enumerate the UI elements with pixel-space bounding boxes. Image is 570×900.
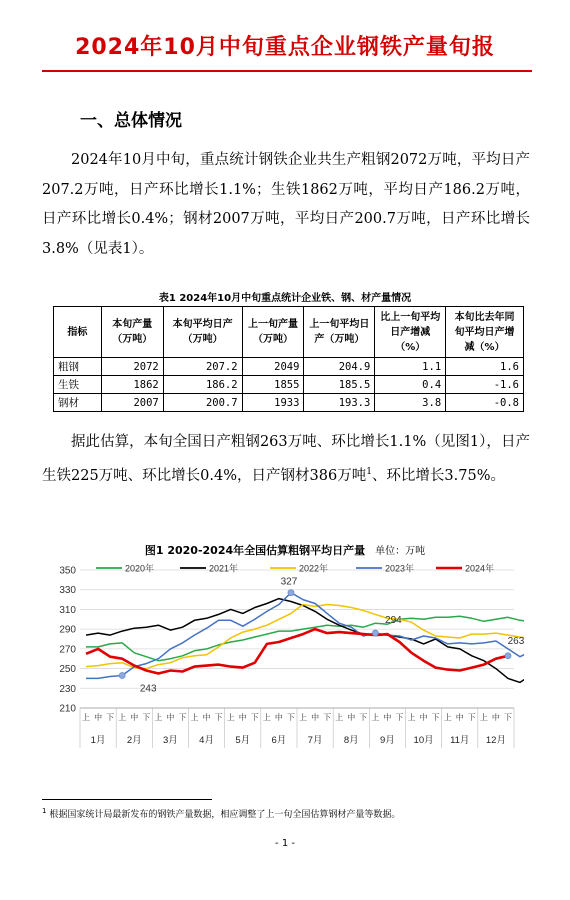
annotation-label: 243 bbox=[139, 683, 157, 695]
x-tick-label: 中 bbox=[94, 713, 103, 722]
x-tick-label: 中 bbox=[130, 713, 139, 722]
x-tick-label: 中 bbox=[274, 713, 283, 722]
x-tick-label: 中 bbox=[238, 713, 247, 722]
x-tick-label: 中 bbox=[491, 713, 500, 722]
annotation-label: 294 bbox=[385, 615, 402, 627]
x-tick-label: 中 bbox=[455, 713, 464, 722]
legend-label: 2023年 bbox=[385, 563, 415, 574]
table-cell: 1855 bbox=[242, 376, 304, 394]
table-caption: 表1 2024年10月中旬重点统计企业铁、钢、材产量情况 bbox=[158, 293, 412, 304]
footnote bbox=[42, 807, 400, 820]
table-cell: 204.9 bbox=[304, 358, 375, 376]
month-label: 8月 bbox=[343, 735, 359, 746]
x-tick-label: 中 bbox=[311, 713, 320, 722]
x-tick-label: 中 bbox=[419, 713, 428, 722]
x-tick-label: 下 bbox=[250, 713, 259, 722]
table-cell: 2049 bbox=[242, 358, 304, 376]
table-cell: 1.6 bbox=[446, 358, 524, 376]
month-label: 5月 bbox=[235, 735, 251, 746]
x-tick-label: 下 bbox=[503, 713, 512, 722]
x-tick-label: 上 bbox=[190, 713, 199, 722]
month-label: 3月 bbox=[163, 735, 178, 746]
table-header-cell: 指标 bbox=[54, 307, 102, 358]
table-cell: 186.2 bbox=[163, 376, 242, 394]
chart-title-text: 图1 2020-2024年全国估算粗钢平均日产量 bbox=[144, 544, 366, 557]
x-tick-label: 上 bbox=[443, 713, 452, 722]
x-tick-label: 中 bbox=[347, 713, 356, 722]
overview-paragraph: 2024年10月中旬，重点统计钢铁企业共生产粗钢2072万吨，平均日产207.2万吨，日产环比增长1.1%；生铁1862万吨，平均日产186.2万吨，日产环比增长0.4%；钢材2007万吨，平均日产200.7万吨，日产环比增长3.8%（见表1）。 bbox=[42, 152, 530, 257]
table-header-cell: 比上一旬平均日产增减（%） bbox=[375, 307, 446, 358]
x-tick-label: 上 bbox=[226, 713, 235, 722]
x-tick-label: 下 bbox=[467, 713, 476, 722]
table-cell: 2072 bbox=[101, 358, 163, 376]
table-cell: 钢材 bbox=[54, 394, 102, 412]
chart-unit: 单位：万吨 bbox=[375, 546, 426, 557]
annotation-marker bbox=[288, 590, 294, 596]
month-label: 6月 bbox=[271, 735, 287, 746]
month-label: 4月 bbox=[199, 735, 214, 746]
table-cell: -1.6 bbox=[446, 376, 524, 394]
x-tick-label: 中 bbox=[383, 713, 392, 722]
annotation-label: 263 bbox=[507, 635, 524, 647]
table-row bbox=[54, 376, 524, 394]
month-label: 2月 bbox=[126, 735, 142, 746]
table-row bbox=[54, 358, 524, 376]
table-cell: 193.3 bbox=[304, 394, 375, 412]
month-label: 7月 bbox=[307, 735, 323, 746]
x-tick-label: 上 bbox=[118, 713, 127, 722]
estimate-text-b: 、环比增长3.75%。 bbox=[371, 467, 505, 484]
legend-label: 2020年 bbox=[125, 563, 155, 574]
month-label: 10月 bbox=[413, 735, 434, 746]
table-cell: 粗钢 bbox=[54, 358, 102, 376]
x-tick-label: 上 bbox=[335, 713, 344, 722]
legend-label: 2022年 bbox=[299, 563, 329, 574]
y-tick-label: 270 bbox=[59, 644, 76, 656]
x-tick-label: 上 bbox=[407, 713, 416, 722]
table-header-cell: 上一旬产量（万吨） bbox=[242, 307, 304, 358]
annotation-label: 327 bbox=[280, 576, 298, 588]
x-tick-label: 下 bbox=[431, 713, 440, 722]
table-row bbox=[54, 394, 524, 412]
table-cell: -0.8 bbox=[446, 394, 524, 412]
y-tick-label: 310 bbox=[59, 604, 76, 616]
table-cell: 200.7 bbox=[163, 394, 242, 412]
annotation-marker bbox=[505, 653, 511, 659]
series-line-2023 bbox=[86, 593, 524, 697]
crude-steel-line-chart bbox=[44, 560, 524, 760]
x-tick-label: 上 bbox=[82, 713, 91, 722]
footnote-reference: 1 bbox=[366, 466, 372, 477]
table-cell: 3.8 bbox=[375, 394, 446, 412]
table-header-cell: 本旬产量（万吨） bbox=[101, 307, 163, 358]
chart-title bbox=[0, 542, 570, 558]
footnote-marker: 1 bbox=[42, 807, 47, 815]
table-cell: 185.5 bbox=[304, 376, 375, 394]
footnote-text: 根据国家统计局最新发布的钢铁产量数据，相应调整了上一旬全国估算钢材产量等数据。 bbox=[49, 810, 401, 820]
legend-label: 2021年 bbox=[209, 563, 239, 574]
month-label: 11月 bbox=[450, 735, 470, 746]
table-cell: 1.1 bbox=[375, 358, 446, 376]
annotation-marker bbox=[119, 672, 125, 678]
footnote-divider bbox=[42, 799, 212, 800]
table-cell: 2007 bbox=[101, 394, 163, 412]
x-tick-label: 下 bbox=[286, 713, 295, 722]
production-table bbox=[53, 306, 524, 412]
x-tick-label: 下 bbox=[142, 713, 151, 722]
annotation-marker bbox=[372, 630, 378, 636]
estimate-paragraph bbox=[42, 428, 530, 491]
table-cell: 1933 bbox=[242, 394, 304, 412]
table-header-cell: 上一旬平均日产（万吨） bbox=[304, 307, 375, 358]
table-header-row bbox=[54, 307, 524, 358]
table-cell: 0.4 bbox=[375, 376, 446, 394]
x-tick-label: 下 bbox=[395, 713, 404, 722]
x-tick-label: 下 bbox=[214, 713, 223, 722]
x-tick-label: 下 bbox=[106, 713, 115, 722]
legend-label: 2024年 bbox=[465, 563, 495, 574]
y-tick-label: 230 bbox=[59, 683, 76, 695]
x-tick-label: 下 bbox=[323, 713, 332, 722]
month-label: 12月 bbox=[485, 735, 506, 746]
y-tick-label: 210 bbox=[59, 703, 76, 715]
table-cell: 生铁 bbox=[54, 376, 102, 394]
y-tick-label: 290 bbox=[59, 624, 76, 636]
page-number: - 1 - bbox=[275, 838, 295, 849]
y-tick-label: 250 bbox=[59, 664, 76, 676]
x-tick-label: 下 bbox=[359, 713, 368, 722]
table-cell: 1862 bbox=[101, 376, 163, 394]
section-heading: 一、总体情况 bbox=[80, 111, 182, 131]
y-tick-label: 350 bbox=[59, 565, 76, 577]
x-tick-label: 上 bbox=[299, 713, 308, 722]
x-tick-label: 上 bbox=[479, 713, 488, 722]
y-tick-label: 330 bbox=[59, 585, 76, 597]
table-header-cell: 本旬比去年同旬平均日产增减（%） bbox=[446, 307, 524, 358]
x-tick-label: 上 bbox=[154, 713, 163, 722]
table-header-cell: 本旬平均日产（万吨） bbox=[163, 307, 242, 358]
series-line-2022 bbox=[86, 605, 524, 679]
x-tick-label: 上 bbox=[262, 713, 271, 722]
table-cell: 207.2 bbox=[163, 358, 242, 376]
month-label: 9月 bbox=[380, 735, 395, 746]
title-divider bbox=[42, 70, 532, 72]
x-tick-label: 中 bbox=[166, 713, 175, 722]
estimate-text-a: 据此估算，本旬全国日产粗钢263万吨、环比增长1.1%（见图1），日产生铁225万吨、环比增长0.4%，日产钢材386万吨 bbox=[42, 434, 530, 484]
x-tick-label: 中 bbox=[202, 713, 211, 722]
month-label: 1月 bbox=[90, 735, 106, 746]
report-title: 2024年10月中旬重点企业钢铁产量旬报 bbox=[75, 35, 495, 60]
x-tick-label: 下 bbox=[178, 713, 187, 722]
x-tick-label: 上 bbox=[371, 713, 380, 722]
